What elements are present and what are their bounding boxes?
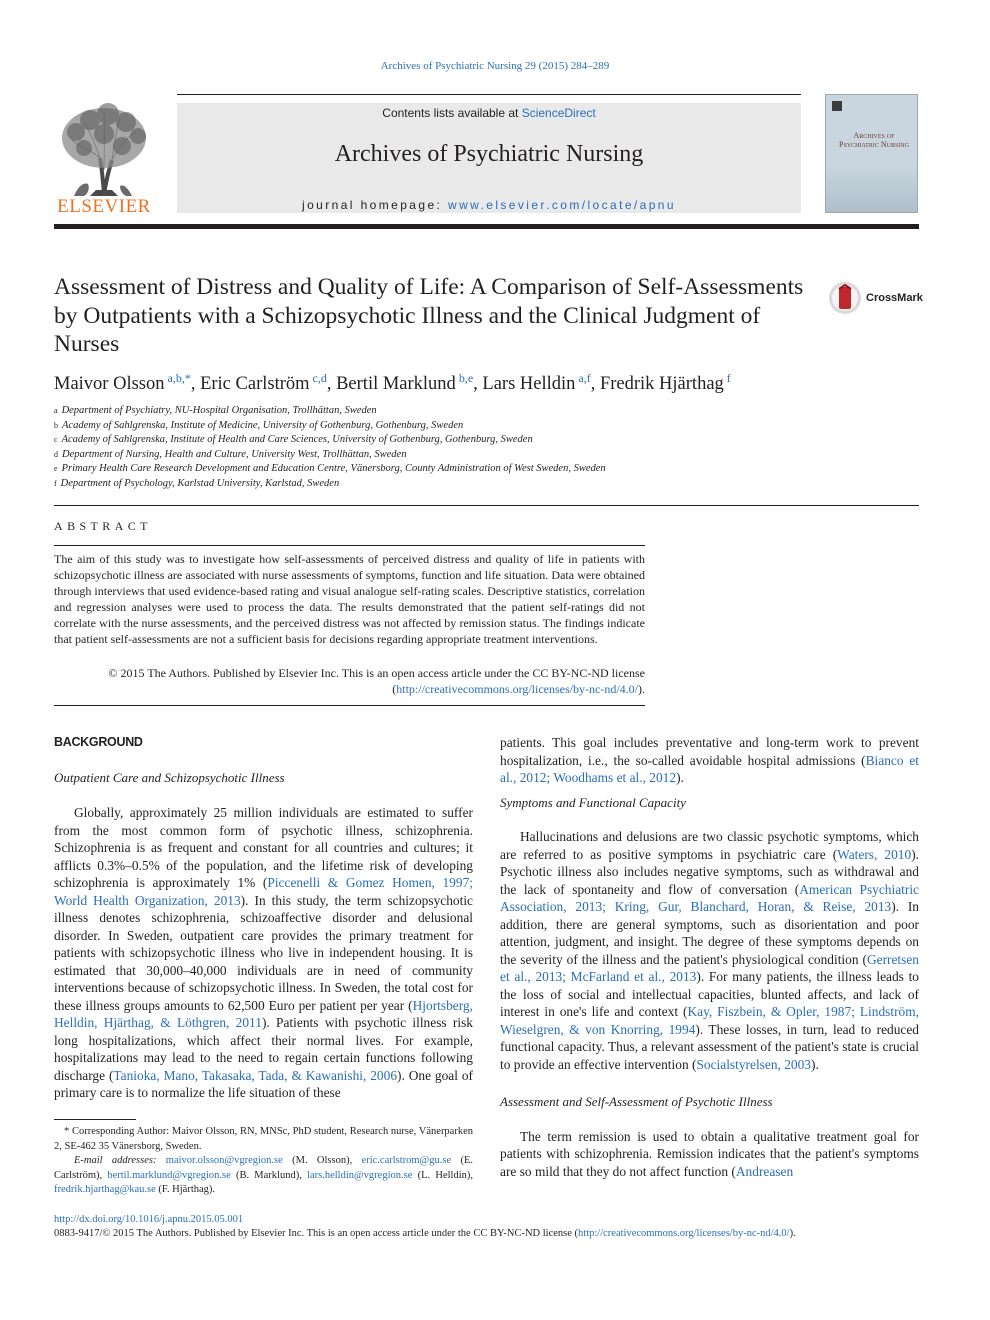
subheading-assessment: Assessment and Self-Assessment of Psychotic Illness <box>500 1094 773 1109</box>
email-owner: (M. Olsson), <box>282 1155 362 1166</box>
author-separator: , <box>473 374 483 395</box>
email-owner: (E. Carlström), <box>54 1155 473 1181</box>
subheading-outpatient: Outpatient Care and Schizopsychotic Illness <box>54 769 285 785</box>
paragraph-text: ). Psychotic illness also includes negative symptoms, such as withdrawal and the lack of spontaneity and flow of conversation ( <box>500 846 919 897</box>
paragraph-text: Globally, approximately 25 million individuals are estimated to suffer from the most common form of psychotic illness, schizophrenia. Schizophrenia is as frequent and constant for all countries and cultures; it afflicts 0.3%–0.5% of the population, and the lifetime risk of developing schizophrenia is approximately 1% ( <box>54 805 473 890</box>
author-affiliation-marker[interactable]: a,b,* <box>164 371 191 385</box>
citation-link[interactable]: Gerretsen et al., 2013; McFarland et al., 2013 <box>500 951 919 984</box>
affiliation-text: Department of Nursing, Health and Culture, University West, Trollhättan, Sweden <box>62 448 407 460</box>
citation-link[interactable]: Hjortsberg, Helldin, Hjärthag, & Löthgren, 2011 <box>54 997 473 1030</box>
paragraph-text: Hallucinations and delusions are two classic psychotic symptoms, which are referred to as positive symptoms in psychiatric care ( <box>500 829 919 862</box>
crossmark-label[interactable]: CrossMark <box>866 292 923 304</box>
citation-link[interactable]: Bianco et al., 2012; Woodhams et al., 2012 <box>500 752 919 785</box>
homepage-prefix: journal homepage: <box>302 198 448 212</box>
sciencedirect-link[interactable]: ScienceDirect <box>521 106 596 120</box>
affiliation-text: Department of Psychiatry, NU-Hospital Organisation, Trollhättan, Sweden <box>61 405 377 416</box>
citation-link[interactable]: Socialstyrelsen, 2003 <box>696 1056 811 1072</box>
author-list <box>54 371 934 395</box>
paragraph-text: ). In addition, there are general symptoms, such as disorientation and poor attention, judgment, and insight. The degree of these symptoms depends on the severity of the illness and the patient's physiological condition ( <box>500 899 920 967</box>
journal-homepage-link[interactable]: www.elsevier.com/locate/apnu <box>448 198 676 212</box>
author-affiliation-marker[interactable]: b,e <box>455 371 474 385</box>
author-separator: , <box>590 374 600 395</box>
doi-link[interactable]: http://dx.doi.org/10.1016/j.apnu.2015.05.001 <box>54 1214 244 1225</box>
article-title: Assessment of Distress and Quality of Life: A Comparison of Self-Assessments by Outpatients with a Schizopsychotic Illness and the Clinical Judgment of Nurses <box>54 274 804 357</box>
affiliation-text: Academy of Sahlgrenska, Institute of Medicine, University of Gothenburg, Gothenburg, Sweden <box>62 419 464 431</box>
paragraph-text: The term remission is used to obtain a qualitative treatment goal for patients with schizophrenia. Remission indicates that the patient's symptoms are so mild that they do not affect function ( <box>500 1128 919 1179</box>
header-thick-rule <box>54 224 919 229</box>
citation-link[interactable]: American Psychiatric Association, 2013; Kring, Gur, Blanchard, Horan, & Reise, 2013 <box>500 881 919 914</box>
paragraph-text: ). For many patients, the illness leads to the loss of social and intellectual capacities, blunted affects, and lack of interest in one's life and context ( <box>500 969 919 1019</box>
affiliation-item <box>54 433 934 448</box>
section-heading: BACKGROUND <box>54 735 143 749</box>
author-separator: , <box>190 374 201 395</box>
footnote-star: * <box>64 1126 70 1137</box>
footer-license-prefix: 0883-9417/© 2015 The Authors. Published by Elsevier Inc. This is an open access article under the CC BY-NC-ND license ( <box>54 1228 579 1239</box>
subheading-symptoms: Symptoms and Functional Capacity <box>500 794 686 810</box>
paragraph-3 <box>500 1128 919 1181</box>
paragraph-1-continued <box>500 734 919 787</box>
affiliation-rule <box>54 505 919 506</box>
homepage-line <box>177 198 801 212</box>
email-link[interactable]: lars.helldin@vgregion.se <box>307 1169 413 1181</box>
abstract-rule-top <box>54 545 645 546</box>
email-link[interactable]: eric.carlstrom@gu.se <box>361 1155 452 1166</box>
email-label: E-mail addresses: <box>74 1155 157 1166</box>
author-name: Fredrik Hjärthag <box>599 374 724 395</box>
paragraph-text: ). One goal of primary care is to normalize the life situation of these <box>54 1067 473 1100</box>
abstract-heading: ABSTRACT <box>54 519 152 533</box>
contents-line <box>177 106 801 120</box>
cover-gradient <box>826 165 918 213</box>
elsevier-wordmark[interactable]: ELSEVIER <box>57 196 151 217</box>
footer-license <box>54 1228 796 1239</box>
affiliation-key: d <box>54 449 58 459</box>
email-link[interactable]: maivor.olsson@vgregion.se <box>165 1155 283 1166</box>
affiliation-item <box>54 419 934 434</box>
cover-title: Archives of Psychiatric Nursing <box>839 131 909 149</box>
author-affiliation-marker[interactable]: a,f <box>575 371 591 385</box>
author-name: Eric Carlström <box>200 374 310 395</box>
footer-license-link[interactable]: http://creativecommons.org/licenses/by-nc-nd/4.0/ <box>578 1228 790 1239</box>
license-open: ( <box>392 682 397 696</box>
affiliation-text: Department of Psychology, Karlstad University, Karlstad, Sweden <box>60 477 340 489</box>
citation-link[interactable]: Waters, 2010 <box>837 846 912 862</box>
affiliation-item <box>54 404 934 419</box>
license-close: ). <box>638 682 645 696</box>
email-link[interactable]: bertil.marklund@vgregion.se <box>107 1169 231 1181</box>
paragraph-2 <box>500 828 919 1073</box>
left-column <box>54 734 473 1102</box>
corresponding-author-text: Corresponding Author: Maivor Olsson, RN, MNSc, PhD student, Research nurse, Vänerparken 2, SE-462 35 Vänersborg, Sweden. <box>54 1126 474 1152</box>
footnote-rule <box>54 1119 136 1120</box>
paragraph-1 <box>54 804 473 1102</box>
email-owner: (B. Marklund), <box>230 1169 308 1181</box>
citation-link[interactable]: Kay, Fiszbein, & Opler, 1987; Lindström, Wieselgren, & von Knorring, 1994 <box>500 1004 919 1037</box>
affiliation-item <box>54 462 934 477</box>
affiliation-key: a <box>54 406 58 415</box>
license-link[interactable]: http://creativecommons.org/licenses/by-nc-nd/4.0/ <box>396 682 638 696</box>
corresponding-author-footnote <box>54 1125 473 1198</box>
affiliation-item <box>54 448 934 463</box>
contents-prefix: Contents lists available at <box>382 106 522 120</box>
header-rule <box>177 94 801 95</box>
crossmark-icon[interactable] <box>828 281 862 315</box>
author-name: Bertil Marklund <box>336 374 456 395</box>
affiliation-text: Academy of Sahlgrenska, Institute of Health and Care Sciences, University of Gothenburg, Gothenburg, Sweden <box>61 434 533 445</box>
affiliation-item <box>54 477 934 492</box>
affiliation-text: Primary Health Care Research Development and Education Centre, Vänersborg, County Administration of West Sweden, Sweden <box>61 463 606 474</box>
journal-name: Archives of Psychiatric Nursing <box>334 141 644 167</box>
citation-link[interactable]: Piccenelli & Gomez Homen, 1997; World Health Organization, 2013 <box>54 875 473 908</box>
email-link[interactable]: fredrik.hjarthag@kau.se <box>54 1184 156 1195</box>
journal-citation[interactable]: Archives of Psychiatric Nursing 29 (2015) 284–289 <box>380 60 610 72</box>
right-column <box>500 734 919 1180</box>
abstract-text: The aim of this study was to investigate how self-assessments of perceived distress and quality of life in patients with schizopsychotic illness are associated with nurse assessments of symptoms, function and life situation. Data were obtained through interviews that used evidence-based rating and visual analogue self-rating scales. Descriptive statistics, correlation and regression analyses were used to process the data. The results demonstrated that the patient self-ratings did not correlate with the nurse assessments, and the perceived distress was not affected by remission status. The findings indicate that patient self-assessments are not a sufficient basis for decisions regarding appropriate treatment interventions. <box>54 552 645 646</box>
paragraph-text: ). In this study, the term schizopsychotic illness denotes schizophrenia, schizoaffective disorder and delusional disorder. In Sweden, outpatient care provides the primary treatment for patients with schizopsychotic illness who live in independent housing. It is estimated that 30,000–40,000 individuals are in need of community interventions because of schizopsychotic illness. In Sweden, the total cost for these illness groups amounts to 62,500 Euro per patient per year ( <box>54 892 473 1013</box>
cover-logo-mark <box>832 101 842 111</box>
paragraph-text: ). These losses, in turn, lead to reduced functional capacity. Thus, a relevant assessment of the patient's state is crucial to provide an effective intervention ( <box>500 1021 919 1072</box>
author-affiliation-marker[interactable]: c,d <box>309 371 327 385</box>
email-owner: (L. Helldin), <box>412 1169 473 1181</box>
license-text: © 2015 The Authors. Published by Elsevier Inc. This is an open access article under the CC BY-NC-ND license <box>108 666 645 680</box>
author-affiliation-marker[interactable]: f <box>723 371 731 385</box>
journal-cover-thumbnail[interactable] <box>825 94 918 213</box>
citation-link[interactable]: Andreasen <box>735 1163 794 1179</box>
affiliation-key: b <box>54 420 58 430</box>
affiliation-key: f <box>54 478 57 488</box>
paragraph-text: patients. This goal includes preventative and long-term work to prevent hospitalization, i.e., the so-called avoidable hospital admissions ( <box>500 735 919 768</box>
paragraph-text: ). Patients with psychotic illness risk long hospitalizations, which affect their normal lives. For example, hospitalizations may lead to the need to regain certain functions following discharge ( <box>54 1015 473 1083</box>
affiliation-key: e <box>54 464 58 473</box>
abstract-rule-bottom <box>54 705 645 706</box>
footer-license-suffix: ). <box>789 1228 796 1239</box>
author-name: Lars Helldin <box>482 374 576 395</box>
paragraph-text: ). <box>811 1056 819 1072</box>
affiliation-key: c <box>54 435 58 444</box>
abstract-license <box>54 665 645 697</box>
affiliations <box>54 404 934 491</box>
email-owner: (F. Hjärthag). <box>155 1184 216 1195</box>
author-separator: , <box>326 374 337 395</box>
author-name: Maivor Olsson <box>54 374 165 395</box>
paragraph-text: ). <box>676 770 684 785</box>
citation-link[interactable]: Tanioka, Mano, Takasaka, Tada, & Kawanishi, 2006 <box>113 1067 398 1083</box>
